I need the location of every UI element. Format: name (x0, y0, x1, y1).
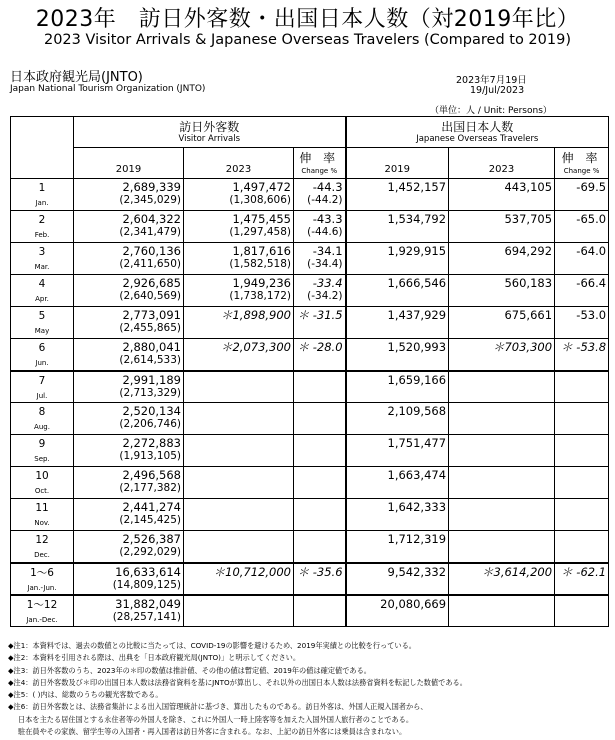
overseas-travelers-header-en: Japanese Overseas Travelers (416, 133, 539, 144)
visitor-2019-total: 2,496,568 (122, 468, 181, 482)
overseas-2019-cell (346, 531, 449, 563)
overseas-2023-value (451, 372, 552, 373)
visitor-2023-total (186, 435, 291, 436)
month-label-en: Sep. (34, 455, 50, 463)
table-row (11, 403, 609, 435)
visitor-change-value (296, 403, 343, 404)
visitor-change-cell (294, 595, 346, 627)
visitor-change-cell (294, 211, 346, 243)
visitor-2019-tourists: (2,411,650) (119, 258, 181, 270)
overseas-2019-cell (346, 595, 449, 627)
footnote-line: ◆注2：本資料を引用される際は、出典を「日本政府観光局(JNTO)」と明示してください。 (8, 653, 301, 663)
month-label-jp: 12 (35, 534, 49, 546)
month-label-jp: 11 (35, 502, 49, 514)
month-cell (11, 563, 74, 595)
visitor-change-value: -43.3 (312, 212, 343, 226)
visitor-change-cell (294, 275, 346, 307)
table-row (11, 211, 609, 243)
overseas-change-cell (555, 307, 609, 339)
table-row (11, 595, 609, 627)
visitor-2023-tourists: (1,308,606) (229, 194, 291, 206)
visitor-change-cell (294, 243, 346, 275)
overseas-2019-value: 1,534,792 (387, 212, 447, 226)
visitor-2019-tourists: (2,713,329) (119, 386, 181, 399)
overseas-2019-cell (346, 499, 449, 531)
visitor-2023-cell (184, 275, 294, 307)
visitor-2019-cell (74, 275, 184, 307)
visitor-2023-total: ＊2,073,300 (220, 340, 291, 354)
overseas-2019-value: 1,642,333 (387, 500, 447, 514)
visitor-2019-tourists: (2,145,425) (119, 514, 181, 526)
footnotes (8, 640, 608, 738)
overseas-2019-value: 1,663,474 (387, 468, 447, 482)
overseas-change-cell (555, 243, 609, 275)
visitor-2023-total: ＊1,898,900 (220, 308, 291, 322)
month-label-jp: 2 (38, 214, 46, 226)
overseas-2019-cell (346, 275, 449, 307)
visitor-2019-tourists: (14,809,125) (112, 578, 181, 591)
overseas-change-header-jp: 伸 率 (561, 150, 602, 165)
month-label-en: Aug. (34, 423, 50, 431)
month-cell (11, 499, 74, 531)
month-label-jp: 9 (38, 438, 46, 450)
visitor-change-cell (294, 467, 346, 499)
overseas-change-value: ＊ -62.1 (561, 564, 607, 579)
visitor-change-tourists: (-44.6) (307, 226, 343, 238)
month-label-jp: 7 (38, 374, 46, 387)
overseas-travelers-header-jp: 出国日本人数 (441, 119, 514, 134)
overseas-2023-value: ＊3,614,200 (482, 564, 553, 579)
overseas-2019-value: 1,666,546 (387, 276, 447, 290)
overseas-2019-cell (346, 179, 449, 211)
table-row (11, 563, 609, 595)
footnote-line: ◆注6：訪日外客数とは、法務省集計による出入国管理統計に基づき、算出したものである。訪日外客は、外国人正規入国者から、 (8, 702, 428, 712)
overseas-2023-value (451, 403, 552, 404)
overseas-2023-value: 675,661 (504, 308, 553, 322)
visitor-2023-tourists: (1,297,458) (229, 226, 291, 238)
month-label-en: Oct. (34, 487, 50, 495)
overseas-2023-cell (449, 563, 555, 595)
visitor-2019-total: 2,272,883 (122, 436, 181, 450)
visitor-2023-cell (184, 211, 294, 243)
visitor-change-header-en: Change % (301, 166, 338, 175)
organization-name-jp: 日本政府観光局(JNTO) (10, 70, 143, 85)
visitor-2023-total: 1,949,236 (232, 276, 291, 290)
visitor-2019-total: 2,526,387 (122, 532, 181, 546)
overseas-2019-value: 1,520,993 (387, 340, 447, 354)
visitor-2023-total (186, 531, 291, 532)
overseas-2023-cell (449, 275, 555, 307)
month-label-jp: 1 (38, 182, 46, 194)
visitor-change-cell (294, 403, 346, 435)
overseas-change-header-en: Change % (563, 166, 600, 175)
overseas-change-cell (555, 339, 609, 371)
visitor-2023-total: 1,497,472 (232, 180, 291, 194)
overseas-2023-cell (449, 467, 555, 499)
visitor-2023-cell (184, 499, 294, 531)
visitor-2023-tourists: (1,582,518) (229, 258, 291, 270)
visitor-change-value (296, 596, 343, 597)
overseas-2019-cell (346, 339, 449, 371)
visitor-2019-tourists: (28,257,141) (112, 610, 181, 623)
table-row (11, 499, 609, 531)
overseas-2019-header: 2019 (346, 148, 449, 179)
table-row (11, 179, 609, 211)
month-label-jp: 5 (38, 310, 46, 322)
overseas-2019-value: 20,080,669 (380, 596, 447, 611)
visitor-change-cell (294, 563, 346, 595)
visitor-2023-total: 1,817,616 (232, 244, 291, 258)
visitor-2019-total: 2,760,136 (122, 244, 181, 258)
overseas-change-cell (555, 211, 609, 243)
visitor-change-value: ＊ -28.0 (297, 340, 343, 354)
overseas-2019-value: 1,929,915 (387, 244, 447, 258)
month-label-jp: 6 (38, 342, 46, 354)
table-row (11, 275, 609, 307)
overseas-change-cell (555, 563, 609, 595)
overseas-2023-value: ＊703,300 (492, 340, 553, 354)
overseas-change-value (557, 403, 606, 404)
overseas-2019-value: 1,437,929 (387, 308, 447, 322)
month-cell (11, 339, 74, 371)
overseas-change-cell (555, 403, 609, 435)
visitor-2023-total (186, 403, 291, 404)
footnote-line: ◆注4：訪日外客数及び＊印の出国日本人数は法務省資料を基にJNTOが算出し、それ以外の出国日本人数は法務省資料を転記した数値である。 (8, 677, 467, 687)
month-label-jp: 1～12 (26, 598, 58, 611)
overseas-2023-header: 2023 (449, 148, 555, 179)
visitor-change-tourists: (-34.2) (307, 290, 343, 302)
month-label-en: Jan.-Jun. (27, 583, 57, 592)
visitor-2019-cell (74, 211, 184, 243)
overseas-change-value (557, 499, 606, 500)
month-cell (11, 179, 74, 211)
visitor-2019-tourists: (2,640,569) (119, 290, 181, 302)
visitor-change-value (296, 499, 343, 500)
visitor-2019-total: 2,441,274 (122, 500, 181, 514)
visitor-2019-tourists: (2,292,029) (119, 546, 181, 558)
visitor-2023-cell (184, 531, 294, 563)
overseas-2023-value: 694,292 (504, 244, 553, 258)
month-cell (11, 371, 74, 403)
visitor-2019-cell (74, 499, 184, 531)
month-cell (11, 595, 74, 627)
overseas-2019-cell (346, 243, 449, 275)
overseas-change-cell (555, 467, 609, 499)
footnote-line: ◆注5：( )内は、総数のうちの観光客数である。 (8, 690, 163, 700)
overseas-2023-value (451, 435, 552, 436)
month-label-jp: 8 (38, 406, 46, 418)
visitor-2023-cell (184, 403, 294, 435)
visitor-2019-total: 16,633,614 (115, 564, 181, 579)
overseas-change-value (557, 596, 606, 597)
release-date-jp: 2023年7月19日 (456, 75, 527, 86)
month-cell (11, 243, 74, 275)
visitor-2019-cell (74, 563, 184, 595)
overseas-change-cell (555, 275, 609, 307)
overseas-2023-cell (449, 179, 555, 211)
organization-name-en: Japan National Tourism Organization (JNTO) (10, 84, 206, 94)
overseas-2023-cell (449, 531, 555, 563)
footnote-line: 日本を主たる居住国とする永住者等の外国人を除き、これに外国人一時上陸客等を加えた入国外国人旅行者のことである。 (18, 714, 414, 724)
visitor-2019-total: 2,880,041 (122, 340, 181, 354)
visitor-2019-cell (74, 595, 184, 627)
month-label-en: Apr. (35, 295, 49, 303)
overseas-change-cell (555, 499, 609, 531)
table-row (11, 435, 609, 467)
month-label-en: May (34, 327, 50, 335)
month-label-en: Jan. (35, 199, 49, 207)
visitor-change-value: -34.1 (312, 244, 343, 258)
visitor-2023-cell (184, 179, 294, 211)
overseas-change-cell (555, 435, 609, 467)
visitor-2019-cell (74, 435, 184, 467)
page-subtitle: 2023 Visitor Arrivals & Japanese Overseas Travelers (Compared to 2019) (43, 32, 571, 48)
statistics-table (10, 116, 609, 627)
overseas-change-value: -69.5 (576, 180, 607, 194)
table-row (11, 531, 609, 563)
month-label-jp: 10 (35, 470, 49, 482)
visitor-change-cell (294, 531, 346, 563)
overseas-2023-value: 443,105 (504, 180, 553, 194)
overseas-2023-cell (449, 435, 555, 467)
visitor-2023-cell (184, 243, 294, 275)
overseas-2019-cell (346, 563, 449, 595)
overseas-2023-cell (449, 243, 555, 275)
visitor-change-value: -33.4 (312, 276, 343, 290)
visitor-2019-header: 2019 (74, 148, 184, 179)
visitor-change-value: ＊ -35.6 (297, 564, 343, 579)
overseas-change-value: -64.0 (576, 244, 607, 258)
footnote-line: ◆注1：本資料では、過去の数値との比較に当たっては、COVID-19の影響を避けるため、2019年実績との比較を行っている。 (8, 641, 416, 650)
footnote-line: 駐在員やその家族、留学生等の入国者・再入国者は訪日外客に含まれる。なお、上記の訪日外客には乗員は含まれない。 (18, 727, 407, 737)
visitor-2023-total: ＊10,712,000 (213, 564, 291, 579)
visitor-2019-total: 2,991,189 (122, 372, 181, 387)
visitor-arrivals-header-en: Visitor Arrivals (178, 133, 241, 144)
visitor-2023-cell (184, 371, 294, 403)
overseas-change-value (557, 372, 606, 373)
overseas-2019-value: 1,659,166 (387, 372, 447, 387)
page-title: 2023年 訪日外客数・出国日本人数（対2019年比） (35, 7, 580, 32)
visitor-2019-tourists: (2,177,382) (119, 482, 181, 494)
overseas-2019-cell (346, 211, 449, 243)
overseas-change-value: -65.0 (576, 212, 607, 226)
visitor-change-value (296, 435, 343, 436)
month-label-en: Dec. (34, 551, 50, 559)
overseas-2023-cell (449, 499, 555, 531)
overseas-travelers-header (346, 117, 609, 148)
overseas-2019-cell (346, 307, 449, 339)
visitor-change-value: ＊ -31.5 (297, 308, 343, 322)
overseas-2023-value (451, 531, 552, 532)
overseas-2023-cell (449, 211, 555, 243)
visitor-2019-cell (74, 339, 184, 371)
visitor-2019-cell (74, 531, 184, 563)
overseas-change-value: ＊ -53.8 (561, 340, 607, 354)
overseas-change-value (557, 435, 606, 436)
overseas-2023-cell (449, 307, 555, 339)
overseas-change-cell (555, 531, 609, 563)
visitor-2023-total (186, 372, 291, 373)
visitor-2019-cell (74, 467, 184, 499)
overseas-2023-value: 537,705 (504, 212, 553, 226)
visitor-change-value (296, 531, 343, 532)
visitor-2019-tourists: (2,345,029) (119, 194, 181, 206)
table-row (11, 307, 609, 339)
visitor-2019-total: 2,926,685 (122, 276, 181, 290)
visitor-change-cell (294, 339, 346, 371)
visitor-2019-cell (74, 243, 184, 275)
table-row (11, 243, 609, 275)
month-label-en: Jun. (35, 359, 49, 367)
visitor-2023-total (186, 596, 291, 597)
visitor-change-value: -44.3 (312, 180, 343, 194)
overseas-change-value (557, 467, 606, 468)
visitor-2023-cell (184, 307, 294, 339)
visitor-2019-cell (74, 371, 184, 403)
visitor-2023-cell (184, 467, 294, 499)
month-label-en: Jan.-Dec. (26, 615, 58, 624)
overseas-2023-value (451, 596, 552, 597)
month-cell (11, 467, 74, 499)
overseas-2023-value: 560,183 (504, 276, 553, 290)
overseas-2023-cell (449, 403, 555, 435)
table-row (11, 339, 609, 371)
table-row (11, 371, 609, 403)
unit-label: （単位：人 / Unit: Persons） (430, 106, 552, 116)
overseas-2019-cell (346, 435, 449, 467)
visitor-2019-tourists: (2,455,865) (119, 322, 181, 334)
overseas-2019-value: 1,452,157 (387, 180, 447, 194)
month-label-jp: 3 (38, 246, 46, 258)
visitor-2019-cell (74, 179, 184, 211)
month-label-en: Jul. (36, 391, 48, 400)
overseas-2023-cell (449, 339, 555, 371)
month-cell (11, 211, 74, 243)
month-cell (11, 435, 74, 467)
visitor-2023-total (186, 467, 291, 468)
month-cell (11, 275, 74, 307)
overseas-2023-cell (449, 371, 555, 403)
overseas-change-header (555, 148, 609, 179)
overseas-change-value: -53.0 (576, 308, 607, 322)
month-cell (11, 307, 74, 339)
overseas-change-value: -66.4 (576, 276, 607, 290)
visitor-change-cell (294, 499, 346, 531)
visitor-change-tourists: (-44.2) (307, 194, 343, 206)
overseas-2019-cell (346, 467, 449, 499)
visitor-2023-tourists: (1,738,172) (229, 290, 291, 302)
month-label-jp: 1～6 (30, 566, 54, 579)
visitor-2019-total: 31,882,049 (115, 596, 181, 611)
visitor-arrivals-header-jp: 訪日外客数 (179, 119, 240, 134)
visitor-2019-total: 2,604,322 (122, 212, 181, 226)
visitor-2023-cell (184, 563, 294, 595)
visitor-2019-tourists: (2,206,746) (119, 418, 181, 430)
visitor-2019-total: 2,689,339 (122, 180, 181, 194)
visitor-change-value (296, 467, 343, 468)
visitor-2019-tourists: (2,341,479) (119, 226, 181, 238)
overseas-2019-cell (346, 371, 449, 403)
visitor-2023-cell (184, 595, 294, 627)
visitor-2019-total: 2,520,134 (122, 404, 181, 418)
visitor-2019-cell (74, 403, 184, 435)
overseas-2019-value: 9,542,332 (387, 564, 447, 579)
overseas-2019-value: 2,109,568 (387, 404, 447, 418)
visitor-2023-cell (184, 339, 294, 371)
overseas-change-cell (555, 371, 609, 403)
overseas-change-value (557, 531, 606, 532)
visitor-2023-cell (184, 435, 294, 467)
visitor-change-header (294, 148, 346, 179)
visitor-change-cell (294, 179, 346, 211)
visitor-change-header-jp: 伸 率 (299, 150, 340, 165)
visitor-change-cell (294, 371, 346, 403)
overseas-2023-cell (449, 595, 555, 627)
overseas-2023-value (451, 467, 552, 468)
month-label-en: Nov. (34, 519, 50, 527)
table-row (11, 467, 609, 499)
overseas-2019-value: 1,712,319 (387, 532, 447, 546)
visitor-change-tourists: (-34.4) (307, 258, 343, 270)
release-date-en: 19/Jul/2023 (470, 85, 525, 96)
overseas-2019-cell (346, 403, 449, 435)
overseas-2023-value (451, 499, 552, 500)
visitor-2019-total: 2,773,091 (122, 308, 181, 322)
month-cell (11, 403, 74, 435)
visitor-2023-header: 2023 (184, 148, 294, 179)
overseas-change-cell (555, 595, 609, 627)
overseas-change-cell (555, 179, 609, 211)
visitor-2019-tourists: (1,913,105) (119, 450, 181, 462)
month-cell (11, 531, 74, 563)
visitor-change-cell (294, 435, 346, 467)
month-label-en: Mar. (34, 263, 50, 271)
footnote-line: ◆注3：訪日外客数のうち、2023年の＊印の数値は推計値、その他の値は暫定値、2019年の値は確定値である。 (8, 665, 371, 675)
month-label-jp: 4 (38, 278, 46, 290)
month-header-cell (11, 117, 74, 179)
visitor-change-value (296, 372, 343, 373)
month-label-en: Feb. (34, 231, 50, 239)
visitor-2019-cell (74, 307, 184, 339)
visitor-2019-tourists: (2,614,533) (119, 354, 181, 366)
visitor-change-cell (294, 307, 346, 339)
visitor-arrivals-header (74, 117, 346, 148)
visitor-2023-total: 1,475,455 (232, 212, 291, 226)
visitor-2023-total (186, 499, 291, 500)
overseas-2019-value: 1,751,477 (387, 436, 447, 450)
